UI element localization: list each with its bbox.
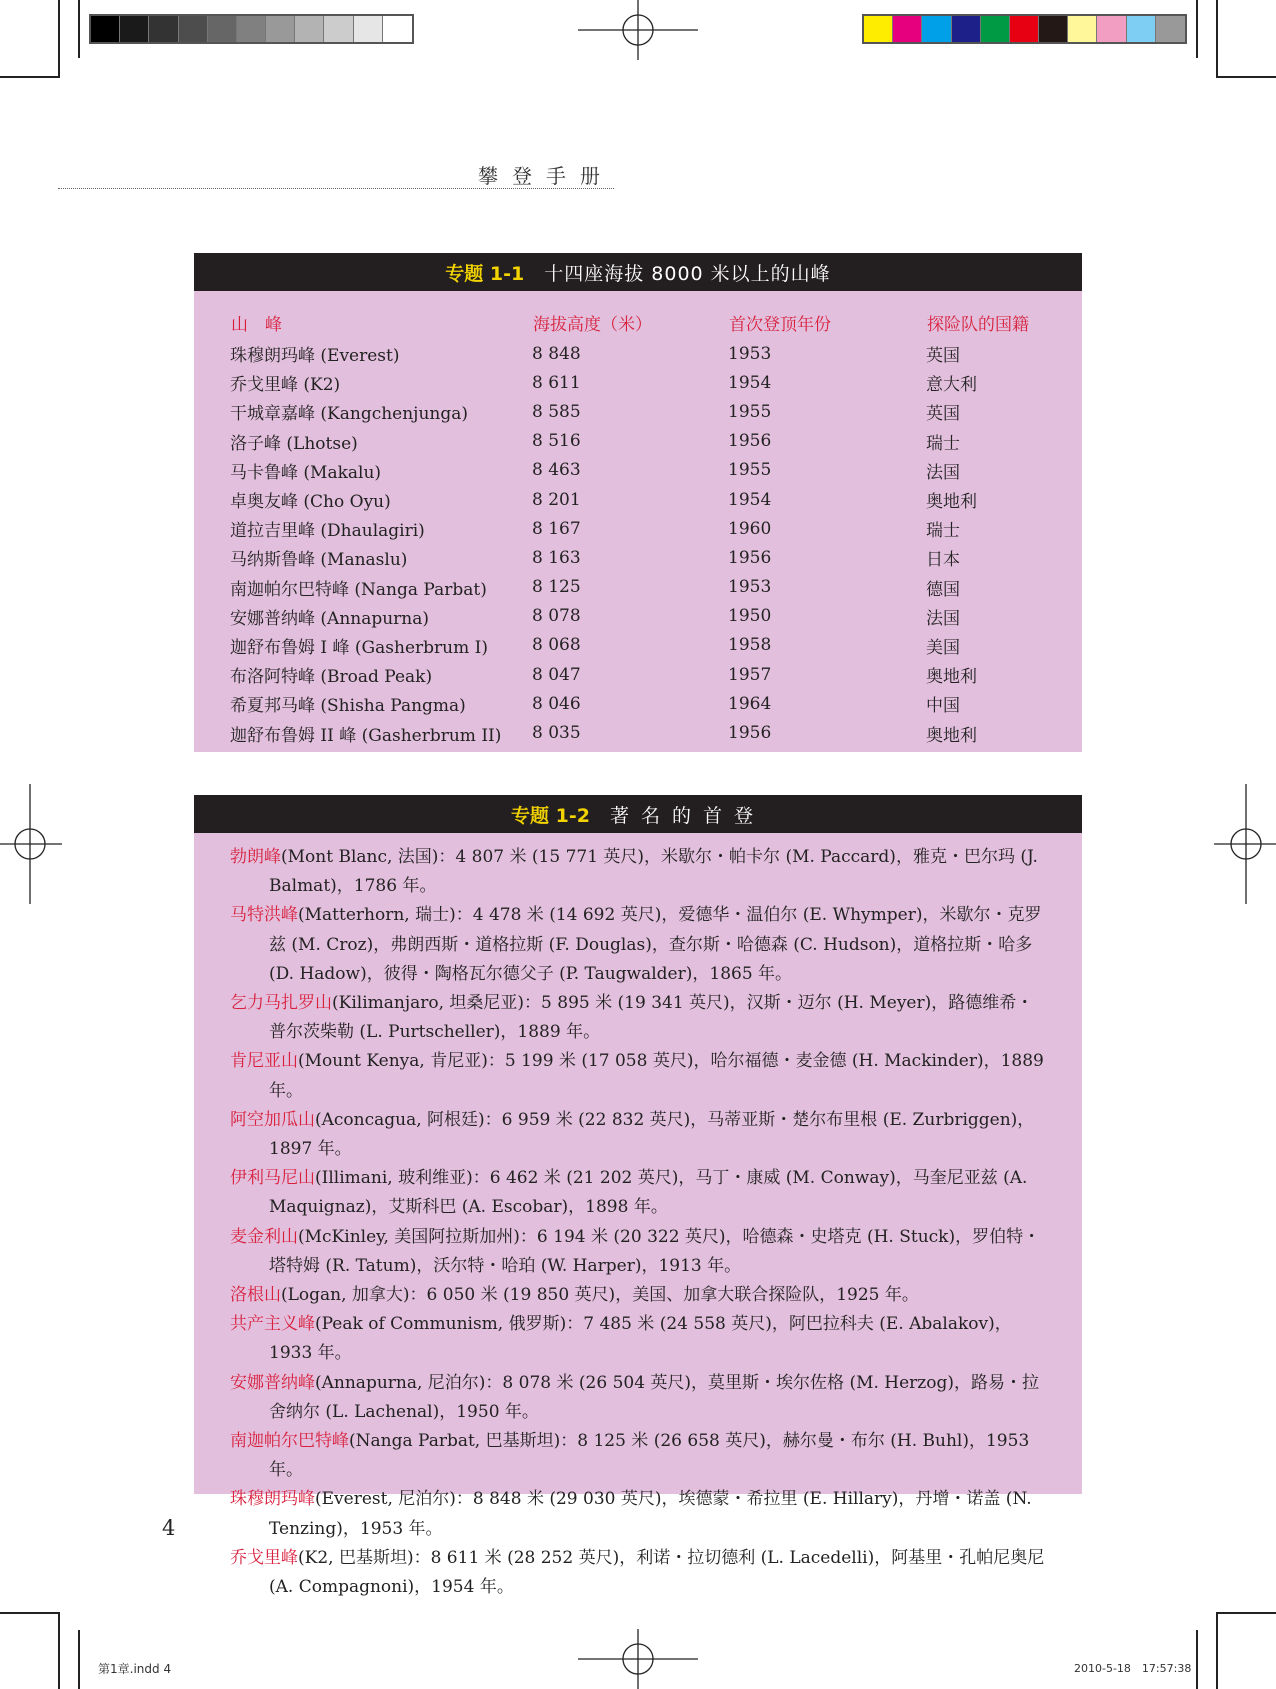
peak-name-cell: 迦舒布鲁姆 II 峰 (Gasherbrum II) <box>230 725 502 746</box>
nationality-cell: 奥地利 <box>926 492 977 513</box>
box-title: 著名的首登 <box>609 804 765 827</box>
year-cell: 1957 <box>728 664 772 685</box>
nationality-cell: 瑞士 <box>926 433 960 454</box>
list-item <box>230 1164 1046 1222</box>
color-swatch <box>1097 16 1126 42</box>
slug-filename: 第1章.indd 4 <box>98 1662 172 1676</box>
nationality-cell: 奥地利 <box>926 725 977 746</box>
color-swatch <box>324 16 353 42</box>
altitude-cell: 8 848 <box>532 343 581 364</box>
table-row <box>230 368 1068 397</box>
column-header-nationality: 探险队的国籍 <box>927 314 1029 335</box>
altitude-cell: 8 167 <box>532 518 581 539</box>
color-swatch <box>237 16 266 42</box>
mountain-name: 洛根山 <box>230 1285 281 1306</box>
nationality-cell: 法国 <box>926 462 960 483</box>
peak-name-cell: 布洛阿特峰 (Broad Peak) <box>230 667 433 688</box>
list-item <box>230 1281 1046 1310</box>
mountain-name: 乔戈里峰 <box>230 1547 298 1568</box>
color-swatch <box>208 16 237 42</box>
table-row <box>230 573 1068 602</box>
sidebar-box-first-ascents <box>194 795 1082 1598</box>
box-title-bar <box>194 795 1082 833</box>
color-swatch <box>120 16 149 42</box>
year-cell: 1958 <box>728 635 772 656</box>
mountain-name: 麦金利山 <box>230 1226 298 1247</box>
year-cell: 1956 <box>728 547 772 568</box>
altitude-cell: 8 078 <box>532 606 581 627</box>
list-item <box>230 1106 1046 1164</box>
registration-mark-right <box>1214 784 1276 904</box>
year-cell: 1955 <box>728 460 772 481</box>
mountain-name: 珠穆朗玛峰 <box>230 1489 315 1510</box>
table-row <box>230 689 1068 718</box>
peak-name-cell: 乔戈里峰 (K2) <box>230 375 341 396</box>
year-cell: 1956 <box>728 431 772 452</box>
registration-mark-top <box>578 0 698 60</box>
peak-name-cell: 珠穆朗玛峰 (Everest) <box>230 346 400 367</box>
table-row <box>230 718 1068 747</box>
list-item <box>230 901 1046 989</box>
table-header-row <box>230 305 1068 339</box>
ascent-details: (Kilimanjaro, 坦桑尼亚)：5 895 米 (19 341 英尺)，汉斯・迈尔 (H. Meyer)，路德维希・普尔茨柴勒 (L. Purtscheller)，1889 年。 <box>269 993 1034 1043</box>
box-title: 十四座海拔 8000 米以上的山峰 <box>544 262 831 285</box>
color-swatch <box>354 16 383 42</box>
nationality-cell: 奥地利 <box>926 667 977 688</box>
table-row <box>230 397 1068 426</box>
altitude-cell: 8 046 <box>532 693 581 714</box>
header-rule <box>58 188 614 189</box>
color-swatch <box>864 16 893 42</box>
ascent-details: (Logan, 加拿大)：6 050 米 (19 850 英尺)，美国、加拿大联合探险队，1925 年。 <box>281 1285 919 1306</box>
table-row <box>230 631 1068 660</box>
altitude-cell: 8 163 <box>532 547 581 568</box>
nationality-cell: 中国 <box>926 696 960 717</box>
column-header-year: 首次登顶年份 <box>729 314 831 335</box>
list-item <box>230 989 1046 1047</box>
color-swatch <box>149 16 178 42</box>
ascent-details: (Illimani, 玻利维亚)：6 462 米 (21 202 英尺)，马丁・康威 (M. Conway)，马奎尼亚兹 (A. Maquignaz)，艾斯科巴 (A. Escobar)，1898 年。 <box>269 1168 1028 1218</box>
color-swatch <box>952 16 981 42</box>
year-cell: 1956 <box>728 723 772 744</box>
color-swatch <box>383 16 412 42</box>
altitude-cell: 8 047 <box>532 664 581 685</box>
box-number: 专题 1-2 <box>511 804 590 827</box>
mountain-name: 马特洪峰 <box>230 905 298 926</box>
peak-name-cell: 迦舒布鲁姆 I 峰 (Gasherbrum I) <box>230 637 488 658</box>
year-cell: 1954 <box>728 372 772 393</box>
list-item <box>230 1310 1046 1368</box>
list-item <box>230 1485 1046 1543</box>
year-cell: 1950 <box>728 606 772 627</box>
box-number: 专题 1-1 <box>445 262 525 285</box>
color-swatch <box>91 16 120 42</box>
slug-timestamp: 2010-5-18 17:57:38 <box>1074 1662 1192 1675</box>
list-item <box>230 1223 1046 1281</box>
list-item <box>230 843 1046 901</box>
nationality-cell: 英国 <box>926 346 960 367</box>
year-cell: 1954 <box>728 489 772 510</box>
peak-name-cell: 洛子峰 (Lhotse) <box>230 433 358 454</box>
table-row <box>230 660 1068 689</box>
mountain-name: 南迦帕尔巴特峰 <box>230 1431 349 1452</box>
list-item <box>230 1544 1046 1602</box>
ascent-details: (Mont Blanc, 法国)：4 807 米 (15 771 英尺)，米歇尔・帕卡尔 (M. Paccard)，雅克・巴尔玛 (J. Balmat)，1786 年。 <box>269 847 1038 897</box>
ascent-details: (Everest, 尼泊尔)：8 848 米 (29 030 英尺)，埃德蒙・希拉里 (E. Hillary)，丹增・诺盖 (N. Tenzing)，1953 年。 <box>269 1489 1032 1539</box>
nationality-cell: 瑞士 <box>926 521 960 542</box>
altitude-cell: 8 516 <box>532 431 581 452</box>
color-swatch <box>981 16 1010 42</box>
list-item <box>230 1369 1046 1427</box>
peak-name-cell: 道拉吉里峰 (Dhaulagiri) <box>230 521 425 542</box>
list-item <box>230 1047 1046 1105</box>
table-row <box>230 456 1068 485</box>
altitude-cell: 8 035 <box>532 723 581 744</box>
ascent-details: (Annapurna, 尼泊尔)：8 078 米 (26 504 英尺)，莫里斯・埃尔佐格 (M. Herzog)，路易・拉舍纳尔 (L. Lachenal)，1950 年。 <box>269 1372 1040 1422</box>
peak-name-cell: 马卡鲁峰 (Makalu) <box>230 462 382 483</box>
mountain-name: 勃朗峰 <box>230 847 281 867</box>
page-number: 4 <box>162 1516 176 1540</box>
sidebar-box-peaks <box>194 253 1082 752</box>
column-header-peak: 山 峰 <box>231 314 282 335</box>
ascent-details: (Mount Kenya, 肯尼亚)：5 199 米 (17 058 英尺)，哈尔福德・麦金德 (H. Mackinder)，1889 年。 <box>269 1051 1044 1101</box>
peak-name-cell: 安娜普纳峰 (Annapurna) <box>230 608 430 629</box>
table-row <box>230 602 1068 631</box>
altitude-cell: 8 125 <box>532 577 581 598</box>
altitude-cell: 8 463 <box>532 460 581 481</box>
registration-mark-left <box>0 784 62 904</box>
peak-name-cell: 希夏邦马峰 (Shisha Pangma) <box>230 696 466 717</box>
process-color-bar <box>862 14 1187 44</box>
color-swatch <box>893 16 922 42</box>
ascent-details: (Matterhorn, 瑞士)：4 478 米 (14 692 英尺)，爱德华・温伯尔 (E. Whymper)，米歇尔・克罗兹 (M. Croz)，弗朗西斯・道格拉斯 (F. Douglas)，查尔斯・哈德森 (C. Hudson)，道格拉斯・哈多 (D. Hadow)，彼得・陶格瓦尔德父子 (P. Taugwalder)，1865 年。 <box>269 905 1042 984</box>
peak-name-cell: 南迦帕尔巴特峰 (Nanga Parbat) <box>230 579 487 600</box>
peak-name-cell: 卓奥友峰 (Cho Oyu) <box>230 492 391 513</box>
table-row <box>230 543 1068 572</box>
color-swatch <box>1010 16 1039 42</box>
ascent-details: (K2, 巴基斯坦)：8 611 米 (28 252 英尺)，利诺・拉切德利 (L. Lacedelli)，阿基里・孔帕尼奥尼 (A. Compagnoni)，1954 年。 <box>269 1547 1045 1598</box>
mountain-name: 伊利马尼山 <box>230 1168 315 1189</box>
column-header-altitude: 海拔高度（米） <box>533 314 652 335</box>
grayscale-color-bar <box>89 14 414 44</box>
peak-name-cell: 干城章嘉峰 (Kangchenjunga) <box>230 404 468 425</box>
ascent-details: (McKinley, 美国阿拉斯加州)：6 194 米 (20 322 英尺)，哈德森・史塔克 (H. Stuck)，罗伯特・塔特姆 (R. Tatum)，沃尔特・哈珀 (W. Harper)，1913 年。 <box>269 1226 1041 1276</box>
table-row <box>230 514 1068 543</box>
color-swatch <box>1039 16 1068 42</box>
color-swatch <box>179 16 208 42</box>
mountain-name: 肯尼亚山 <box>230 1051 298 1072</box>
year-cell: 1960 <box>728 518 772 539</box>
box-title-bar <box>194 253 1082 291</box>
color-swatch <box>266 16 295 42</box>
ascent-details: (Aconcagua, 阿根廷)：6 959 米 (22 832 英尺)，马蒂亚斯・楚尔布里根 (E. Zurbriggen)，1897 年。 <box>269 1109 1035 1160</box>
table-row <box>230 339 1068 368</box>
altitude-cell: 8 611 <box>532 372 581 393</box>
table-row <box>230 427 1068 456</box>
ascent-details: (Peak of Communism, 俄罗斯)：7 485 米 (24 558 英尺)，阿巴拉科夫 (E. Abalakov)，1933 年。 <box>269 1314 1012 1364</box>
altitude-cell: 8 201 <box>532 489 581 510</box>
color-swatch <box>1068 16 1097 42</box>
running-head: 攀登手册 <box>478 164 614 188</box>
peaks-table <box>230 305 1068 748</box>
nationality-cell: 法国 <box>926 608 960 629</box>
table-row <box>230 485 1068 514</box>
color-swatch <box>1127 16 1156 42</box>
nationality-cell: 美国 <box>926 637 960 658</box>
nationality-cell: 德国 <box>926 579 960 600</box>
color-swatch <box>295 16 324 42</box>
list-item <box>230 1427 1046 1485</box>
year-cell: 1953 <box>728 343 772 364</box>
mountain-name: 安娜普纳峰 <box>230 1372 315 1393</box>
peak-name-cell: 马纳斯鲁峰 (Manaslu) <box>230 550 408 571</box>
color-swatch <box>922 16 951 42</box>
mountain-name: 共产主义峰 <box>230 1314 315 1335</box>
year-cell: 1964 <box>728 693 772 714</box>
ascent-details: (Nanga Parbat, 巴基斯坦)：8 125 米 (26 658 英尺)，赫尔曼・布尔 (H. Buhl)，1953 年。 <box>269 1431 1030 1481</box>
altitude-cell: 8 068 <box>532 635 581 656</box>
year-cell: 1955 <box>728 401 772 422</box>
first-ascents-list <box>194 833 1082 1612</box>
color-swatch <box>1156 16 1185 42</box>
altitude-cell: 8 585 <box>532 401 581 422</box>
year-cell: 1953 <box>728 577 772 598</box>
nationality-cell: 英国 <box>926 404 960 425</box>
nationality-cell: 日本 <box>926 550 960 571</box>
registration-mark-bottom <box>578 1629 698 1689</box>
mountain-name: 乞力马扎罗山 <box>230 993 332 1014</box>
nationality-cell: 意大利 <box>926 375 977 396</box>
mountain-name: 阿空加瓜山 <box>230 1109 315 1130</box>
